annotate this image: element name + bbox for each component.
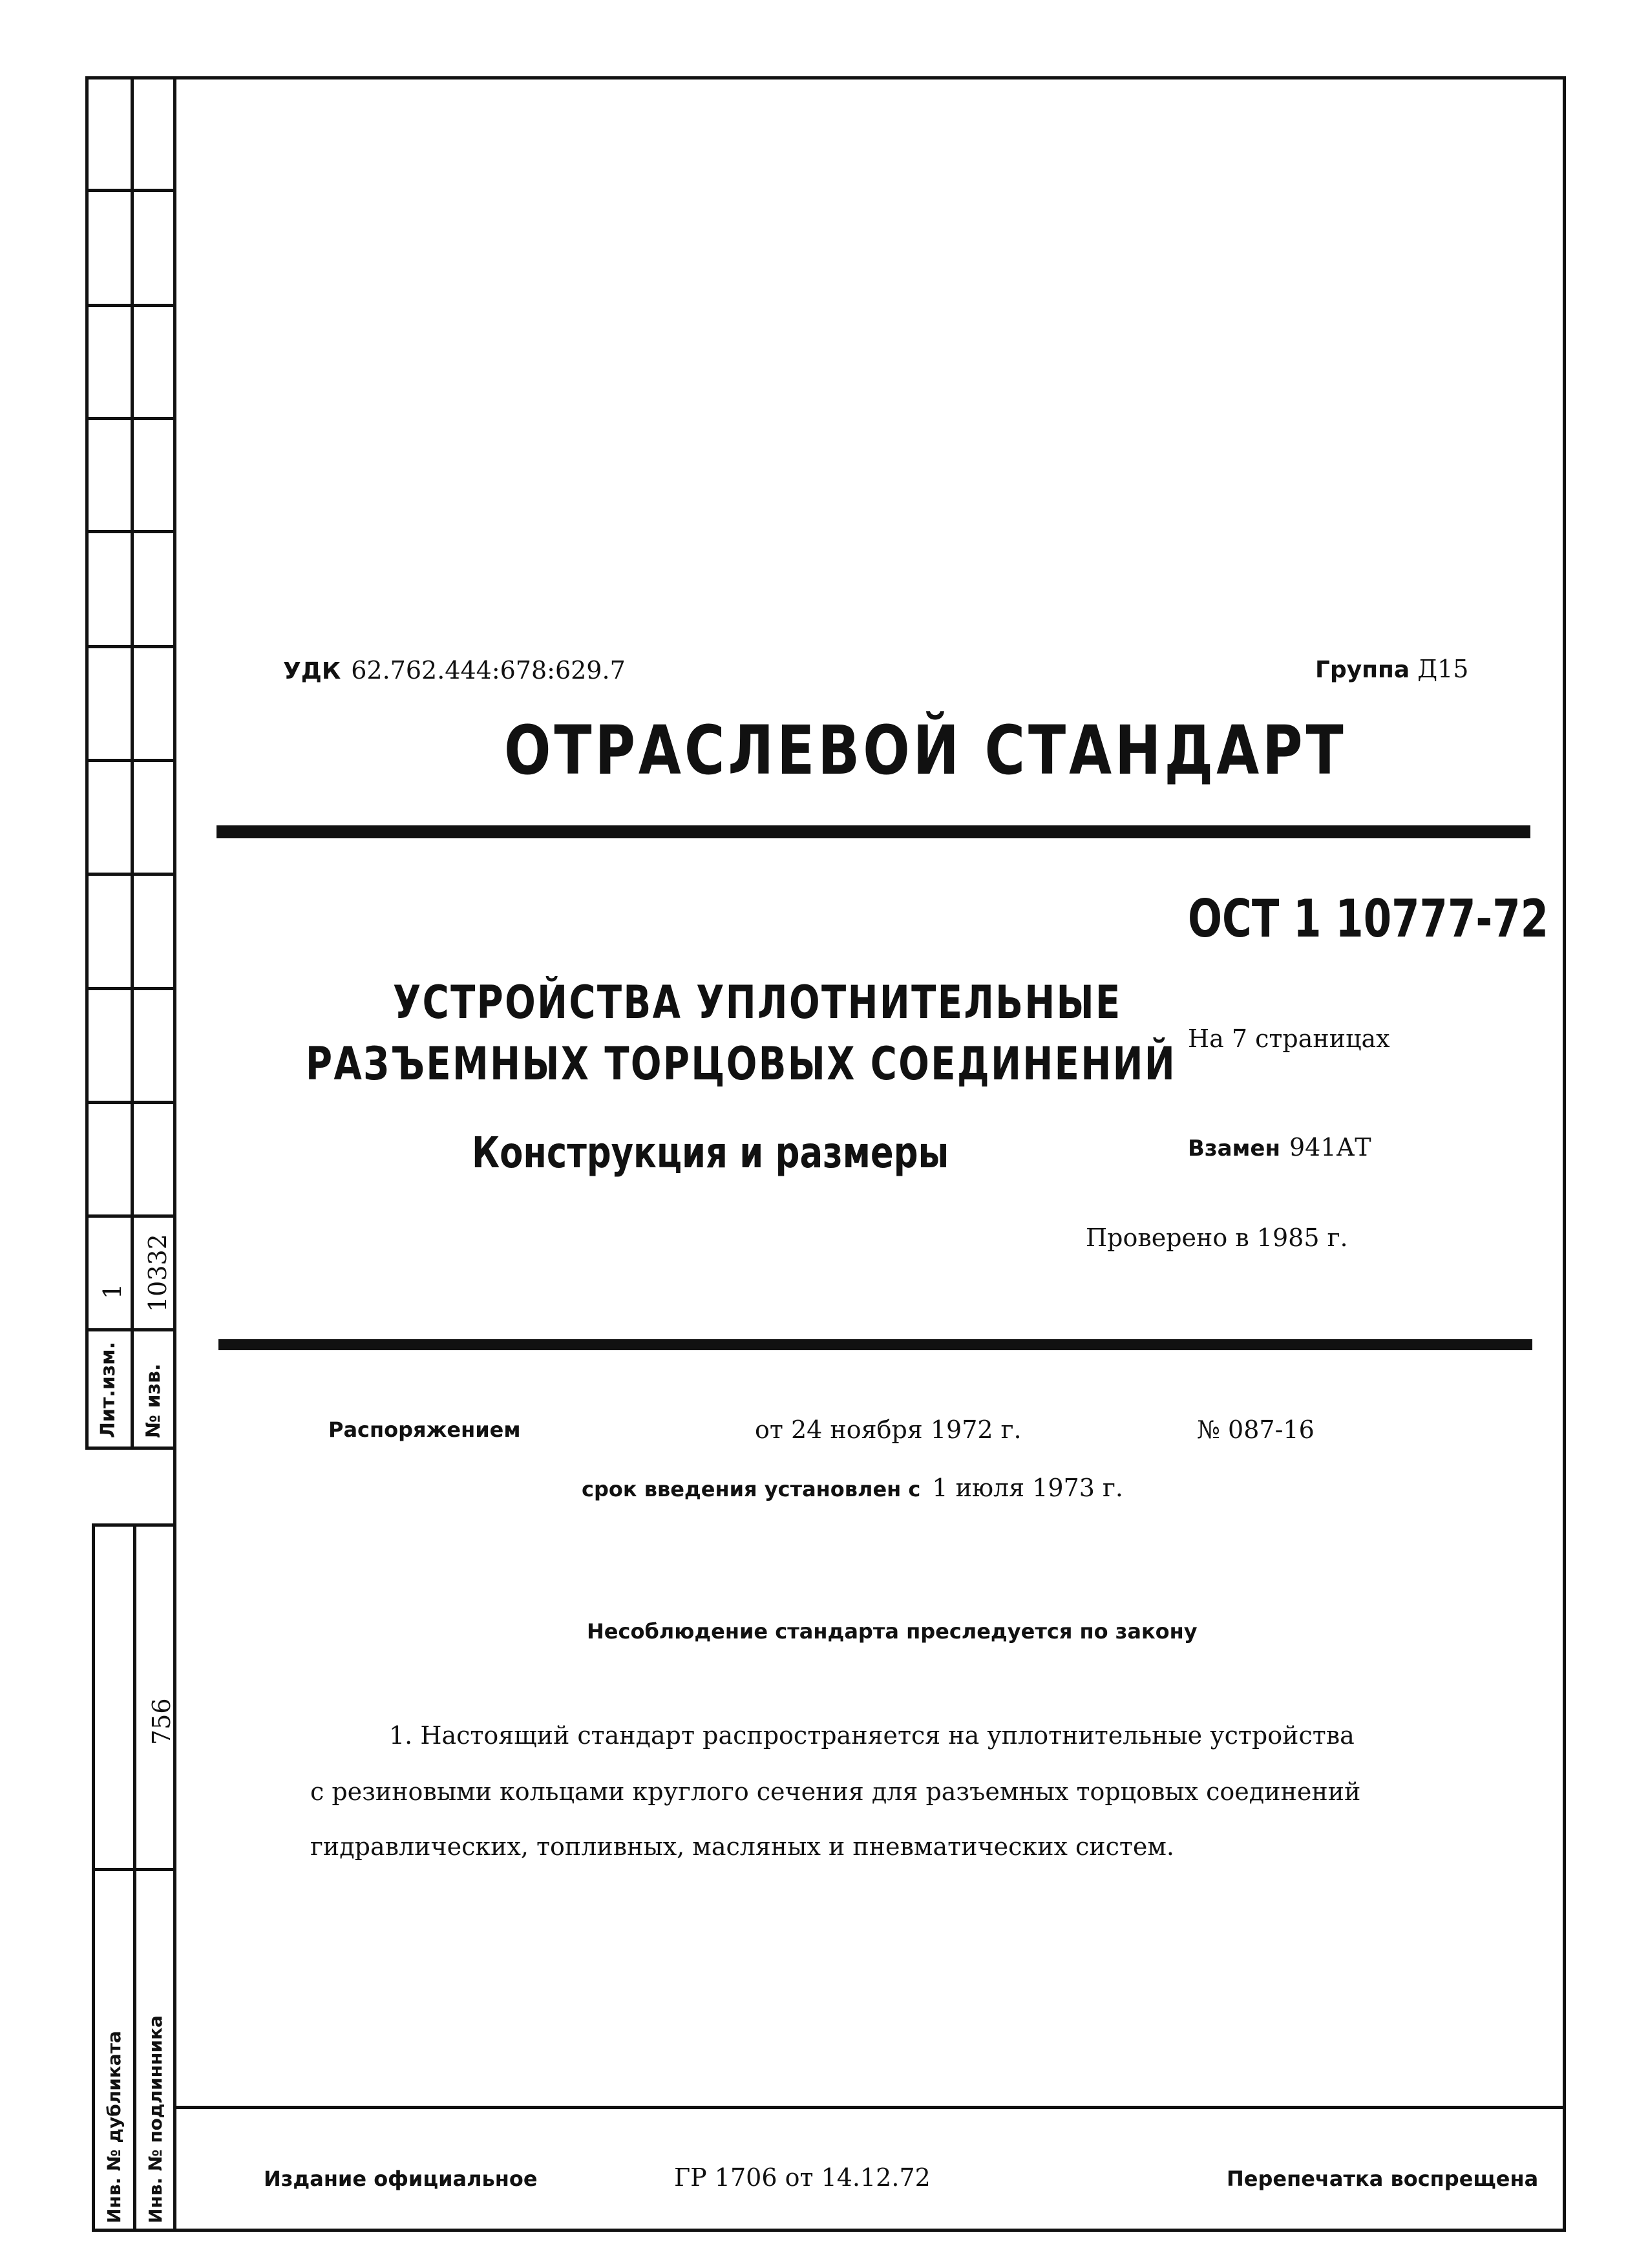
izv-label: № изв.: [142, 1363, 165, 1438]
group-line: [1315, 655, 1468, 683]
standard-number: ОСТ 1 10777-72: [1188, 889, 1549, 949]
reprint-notice: Перепечатка воспрещена: [1227, 2167, 1539, 2191]
lit-value: 1: [98, 1283, 127, 1299]
change-row-line: [85, 304, 176, 307]
body-line: гидравлических, топливных, масляных и пневматических систем.: [310, 1832, 1174, 1861]
standard-name-line1: УСТРОЙСТВА УПЛОТНИТЕЛЬНЫЕ: [393, 976, 1122, 1029]
effective-label: срок введения установлен с: [582, 1477, 921, 1501]
change-row-line: [85, 1328, 176, 1331]
change-row-line: [85, 1101, 176, 1104]
body-line: с резиновыми кольцами круглого сечения для разъемных торцовых соединений: [310, 1777, 1361, 1806]
order-date: от 24 ноября 1972 г.: [755, 1415, 1022, 1444]
change-row-line: [85, 759, 176, 762]
inventory-strip-divider: [133, 1523, 136, 2232]
legal-warning: Несоблюдение стандарта преследуется по закону: [587, 1619, 1198, 1644]
replaces-label: Взамен: [1188, 1136, 1280, 1161]
standard-subtitle: Конструкция и размеры: [472, 1128, 949, 1178]
order-number: № 087-16: [1197, 1415, 1315, 1444]
effective-date: 1 июля 1973 г.: [932, 1474, 1123, 1502]
udk-line: [283, 655, 626, 685]
change-row-line: [85, 189, 176, 192]
lit-label: Лит.изм.: [97, 1341, 120, 1438]
page-count: На 7 страницах: [1188, 1024, 1390, 1053]
order-rule: [218, 1339, 1532, 1350]
order-label: Распоряжением: [328, 1417, 521, 1442]
orig-label: Инв. № подлинника: [145, 2015, 166, 2223]
change-row-line: [85, 417, 176, 420]
dup-label: Инв. № дубликата: [103, 2031, 125, 2223]
header-rule: [217, 825, 1530, 838]
udk-label: УДК: [283, 658, 341, 684]
group-label: Группа: [1315, 657, 1410, 683]
page-title: ОТРАСЛЕВОЙ СТАНДАРТ: [504, 711, 1347, 790]
change-row-line: [85, 530, 176, 533]
body-line: 1. Настоящий стандарт распространяется на уплотнительные устройства: [389, 1721, 1355, 1750]
gr-registration: ГР 1706 от 14.12.72: [674, 2163, 931, 2192]
group-value: Д15: [1417, 655, 1469, 683]
effective-line: [582, 1474, 1123, 1502]
replaces-line: [1188, 1133, 1371, 1161]
change-row-line: [85, 987, 176, 990]
change-row-line: [85, 1214, 176, 1218]
udk-value: 62.762.444:678:629.7: [351, 656, 626, 684]
standard-name-line2: РАЗЪЕМНЫХ ТОРЦОВЫХ СОЕДИНЕНИЙ: [306, 1037, 1177, 1090]
official-edition: Издание официальное: [264, 2167, 538, 2191]
checked-year: Проверено в 1985 г.: [1086, 1224, 1348, 1252]
change-row-line: [85, 645, 176, 648]
inventory-row-line: [92, 1868, 176, 1871]
replaces-value: 941АТ: [1289, 1133, 1371, 1161]
izv-value: 10332: [143, 1234, 172, 1312]
change-row-line: [85, 873, 176, 876]
dup-value: 756: [147, 1698, 176, 1745]
footer-rule: [173, 2106, 1566, 2109]
change-strip-divider: [131, 76, 134, 1450]
